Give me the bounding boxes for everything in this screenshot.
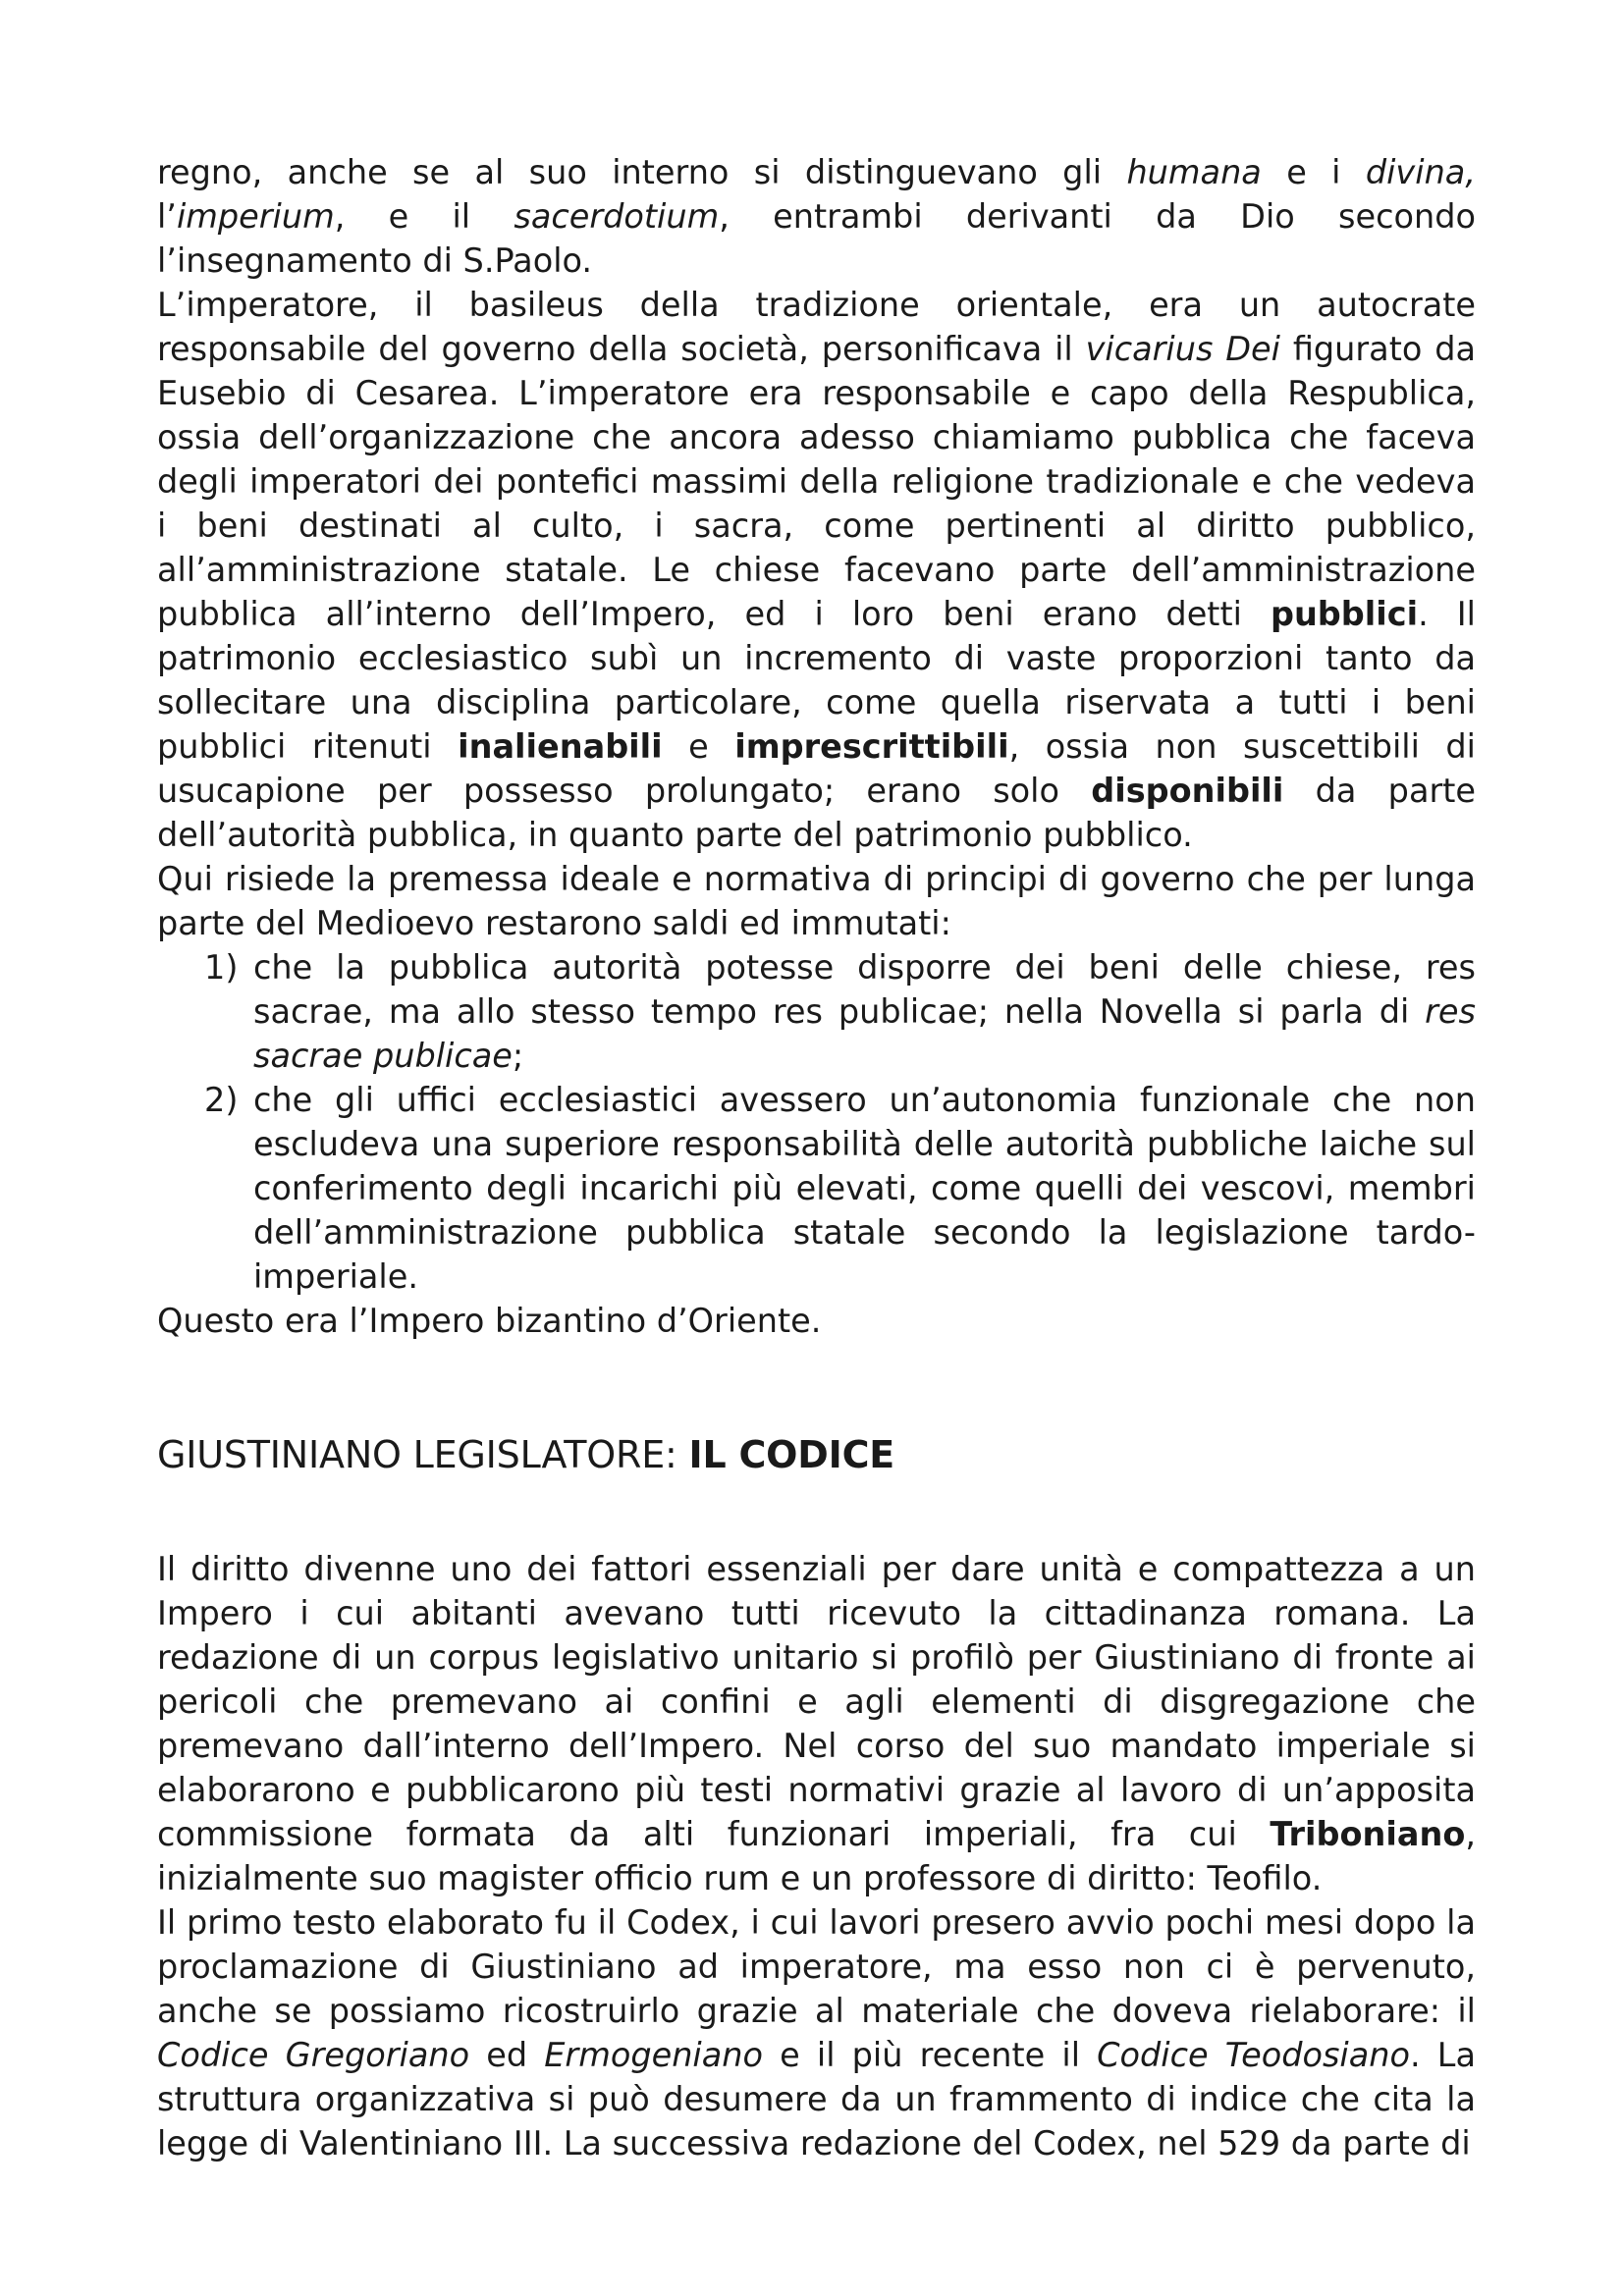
- paragraph: [157, 1547, 1476, 1900]
- numbered-list: [157, 945, 1476, 1299]
- text-run: figurato da Eusebio di Cesarea. L’imperatore era responsabile e capo della Respublica, ossia dell’organizzazione che ancora adesso chiamiamo pubblica che faceva degli imperatori dei pontefici massimi della religione tradizionale e che vedeva i beni destinati al culto, i sacra, come pertinenti al diritto pubblico, all’amministrazione statale. Le chiese facevano parte dell’amministrazione pubblica all’interno dell’Impero, ed i loro beni erano detti: [157, 330, 1476, 633]
- bold-text: inalienabili: [458, 727, 663, 766]
- text-run: regno, anche se al suo interno si distinguevano gli: [157, 153, 1127, 191]
- italic-text: humana: [1126, 153, 1262, 191]
- italic-text: divina,: [1365, 153, 1476, 191]
- text-run: . Il patrimonio ecclesiastico subì un incremento di vaste proporzioni tanto da sollecitare una disciplina particolare, come quella riservata a tutti i beni pubblici ritenuti: [157, 595, 1476, 766]
- bold-text: imprescrittibili: [734, 727, 1009, 766]
- bold-text: Triboniano: [1270, 1815, 1466, 1853]
- text-run: , inizialmente suo magister officio rum e un professore di diritto: Teofilo.: [157, 1815, 1476, 1897]
- text-run: ;: [512, 1037, 524, 1075]
- text-run: e: [662, 727, 735, 766]
- bold-text: pubblici: [1270, 595, 1419, 633]
- section-heading: [157, 1431, 1476, 1478]
- text-run: che gli uffici ecclesiastici avessero un’autonomia funzionale che non escludeva una superiore responsabilità delle autorità pubbliche laiche sul conferimento degli incarichi più elevati, come quelli dei vescovi, membri dell’amministrazione pubblica statale secondo la legislazione tardo-imperiale.: [253, 1081, 1476, 1296]
- italic-text: sacerdotium: [514, 197, 720, 236]
- paragraph: [157, 150, 1476, 283]
- closing-sentence: Questo era l’Impero bizantino d’Oriente.: [157, 1302, 822, 1340]
- text-run: da parte dell’autorità pubblica, in quanto parte del patrimonio pubblico.: [157, 772, 1476, 854]
- italic-text: Codice Teodosiano: [1097, 2036, 1410, 2074]
- paragraph: [157, 857, 1476, 945]
- section-codice: [157, 1547, 1476, 2165]
- list-item: [157, 945, 1476, 1078]
- text-run: L’imperatore, il basileus della tradizione orientale, era un autocrate responsabile del governo della società, personificava il: [157, 286, 1476, 368]
- text-run: l’: [157, 197, 177, 236]
- text-run: Il diritto divenne uno dei fattori essenziali per dare unità e compattezza a un Impero i cui abitanti avevano tutti ricevuto la cittadinanza romana. La redazione di un corpus legislativo unitario si profilò per Giustiniano di fronte ai pericoli che premevano ai confini e agli elementi di disgregazione che premevano dall’interno dell’Impero. Nel corso del suo mandato imperiale si elaborarono e pubblicarono più testi normativi grazie al lavoro di un’apposita commissione formata da alti funzionari imperiali, fra cui: [157, 1550, 1476, 1853]
- bold-text: disponibili: [1091, 772, 1284, 810]
- text-run: , ossia non suscettibili di usucapione per possesso prolungato; erano solo: [157, 727, 1476, 810]
- italic-text: vicarius Dei: [1085, 330, 1280, 368]
- section-impero: [157, 150, 1476, 945]
- list-number: 2): [204, 1081, 239, 1119]
- text-run: Qui risiede la premessa ideale e normativa di principi di governo che per lunga parte del Medioevo restarono saldi ed immutati:: [157, 860, 1476, 942]
- heading-prefix: GIUSTINIANO LEGISLATORE:: [157, 1433, 689, 1476]
- text-run: Il primo testo elaborato fu il Codex, i cui lavori presero avvio pochi mesi dopo la proclamazione di Giustiniano ad imperatore, ma esso non ci è pervenuto, anche se possiamo ricostruirlo grazie al materiale che doveva rielaborare: il: [157, 1903, 1476, 2030]
- list-number: 1): [204, 948, 239, 987]
- text-run: . La struttura organizzativa si può desumere da un frammento di indice che cita la legge di Valentiniano III. La successiva redazione del Codex, nel 529 da parte di: [157, 2036, 1476, 2163]
- text-run: , entrambi derivanti da Dio secondo l’insegnamento di S.Paolo.: [157, 197, 1476, 280]
- italic-text: imperium: [176, 197, 335, 236]
- text-run: , e il: [334, 197, 514, 236]
- text-run: che la pubblica autorità potesse disporre dei beni delle chiese, res sacrae, ma allo stesso tempo res publicae; nella Novella si parla di: [253, 948, 1476, 1031]
- text-run: e i: [1261, 153, 1366, 191]
- text-run: ed: [469, 2036, 545, 2074]
- paragraph: [157, 283, 1476, 857]
- list-item: [157, 1078, 1476, 1299]
- paragraph: [157, 1900, 1476, 2165]
- document-page: [157, 150, 1476, 2165]
- heading-bold: IL CODICE: [688, 1433, 895, 1476]
- italic-text: res sacrae publicae: [253, 992, 1476, 1075]
- text-run: e il più recente il: [763, 2036, 1098, 2074]
- italic-text: Ermogeniano: [544, 2036, 763, 2074]
- italic-text: Codice Gregoriano: [157, 2036, 470, 2074]
